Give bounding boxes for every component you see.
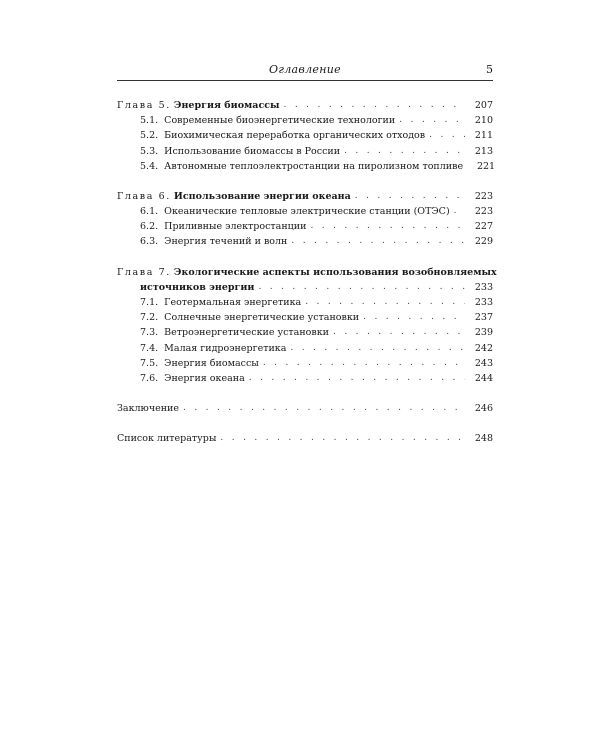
toc-entry[interactable] bbox=[117, 113, 493, 128]
running-title: Оглавление bbox=[269, 63, 341, 76]
toc-entry[interactable] bbox=[117, 235, 493, 250]
toc-entry[interactable] bbox=[117, 204, 493, 219]
leader-dots bbox=[249, 371, 465, 386]
leader-dots bbox=[429, 128, 465, 143]
toc-chapter-5 bbox=[117, 98, 496, 174]
entry-page: 223 bbox=[474, 190, 493, 202]
leader-dots bbox=[220, 431, 465, 446]
toc-entry[interactable] bbox=[117, 371, 493, 386]
section-title: Приливные электростанции bbox=[164, 221, 307, 233]
entry-page: 233 bbox=[474, 297, 493, 309]
section-title: Современные биоэнергетические технологии bbox=[164, 115, 396, 127]
entry-title: Список литературы bbox=[117, 433, 217, 445]
section-title: Океанические тепловые электрические станции (ОТЭС) bbox=[164, 206, 450, 218]
entry-title: Заключение bbox=[117, 403, 180, 415]
leader-dots bbox=[183, 401, 465, 416]
leader-dots bbox=[333, 325, 465, 340]
section-title: Использование биомассы в России bbox=[164, 145, 341, 157]
section-title: Автономные теплоэлектростанции на пиролизном топливе bbox=[164, 160, 464, 172]
entry-page: 243 bbox=[474, 357, 493, 369]
toc-entry[interactable] bbox=[117, 341, 493, 356]
section-number: 7.6. bbox=[140, 372, 159, 384]
section-number: 6.3. bbox=[140, 236, 159, 248]
toc-chapter-6 bbox=[117, 189, 493, 250]
section-title: Солнечные энергетические установки bbox=[164, 312, 360, 324]
chapter-title-line1: Экологические аспекты использования возобновляемых bbox=[173, 266, 497, 278]
section-number: 7.3. bbox=[140, 327, 159, 339]
section-number: 6.2. bbox=[140, 221, 159, 233]
section-number: 7.2. bbox=[140, 312, 159, 324]
section-number: 7.1. bbox=[140, 297, 159, 309]
section-title: Энергия течений и волн bbox=[164, 236, 288, 248]
entry-page: 211 bbox=[474, 130, 493, 142]
entry-page: 248 bbox=[474, 433, 493, 445]
table-of-contents bbox=[117, 98, 497, 462]
leader-dots bbox=[344, 144, 465, 159]
toc-entry[interactable] bbox=[117, 431, 493, 446]
leader-dots bbox=[310, 219, 465, 234]
leader-dots bbox=[399, 113, 465, 128]
toc-entry[interactable] bbox=[117, 144, 493, 159]
toc-entry[interactable] bbox=[117, 401, 493, 416]
section-number: 5.2. bbox=[140, 130, 159, 142]
toc-conclusion bbox=[117, 401, 493, 416]
section-title: Энергия океана bbox=[164, 372, 245, 384]
leader-dots bbox=[454, 204, 465, 219]
chapter-title-line2: источников энергии bbox=[140, 281, 255, 293]
entry-page: 239 bbox=[474, 327, 493, 339]
section-number: 5.1. bbox=[140, 115, 159, 127]
section-number: 7.4. bbox=[140, 342, 159, 354]
entry-page: 223 bbox=[474, 206, 493, 218]
toc-bibliography bbox=[117, 431, 493, 446]
section-title: Малая гидроэнергетика bbox=[164, 342, 287, 354]
running-head bbox=[117, 62, 493, 78]
entry-page: 207 bbox=[474, 99, 493, 111]
section-title: Ветроэнергетические установки bbox=[164, 327, 330, 339]
chapter-prefix: Глава 6. bbox=[117, 190, 171, 202]
page-number: 5 bbox=[486, 63, 493, 76]
toc-entry[interactable] bbox=[117, 356, 493, 371]
entry-page: 210 bbox=[474, 115, 493, 127]
entry-page: 244 bbox=[474, 372, 493, 384]
section-number: 5.3. bbox=[140, 145, 159, 157]
toc-entry[interactable] bbox=[117, 189, 493, 204]
toc-entry[interactable] bbox=[117, 128, 493, 143]
toc-entry[interactable] bbox=[117, 325, 493, 340]
toc-entry[interactable] bbox=[117, 98, 493, 113]
leader-dots bbox=[263, 356, 465, 371]
chapter-title: Использование энергии океана bbox=[173, 190, 351, 202]
toc-entry[interactable] bbox=[117, 310, 493, 325]
entry-page: 221 bbox=[476, 160, 496, 172]
section-title: Энергия биомассы bbox=[164, 357, 259, 369]
section-title: Биохимическая переработка органических отходов bbox=[164, 130, 426, 142]
section-number: 6.1. bbox=[140, 206, 159, 218]
toc-entry[interactable] bbox=[117, 295, 493, 310]
entry-page: 237 bbox=[474, 312, 493, 324]
leader-dots bbox=[290, 341, 465, 356]
entry-page: 229 bbox=[474, 236, 493, 248]
chapter-prefix: Глава 5. bbox=[117, 99, 171, 111]
leader-dots bbox=[258, 280, 465, 295]
entry-page: 233 bbox=[474, 281, 493, 293]
entry-page: 227 bbox=[474, 221, 493, 233]
section-title: Геотермальная энергетика bbox=[164, 297, 302, 309]
chapter-prefix: Глава 7. bbox=[117, 266, 171, 278]
leader-dots bbox=[363, 310, 465, 325]
toc-entry[interactable] bbox=[117, 159, 496, 174]
section-number: 7.5. bbox=[140, 357, 159, 369]
entry-page: 246 bbox=[474, 403, 493, 415]
section-number: 5.4. bbox=[140, 160, 159, 172]
entry-page: 242 bbox=[474, 342, 493, 354]
header-rule bbox=[117, 80, 493, 81]
leader-dots bbox=[355, 189, 465, 204]
leader-dots bbox=[291, 234, 465, 249]
toc-entry[interactable] bbox=[117, 219, 493, 234]
toc-entry[interactable] bbox=[117, 265, 497, 295]
entry-page: 213 bbox=[474, 145, 493, 157]
leader-dots bbox=[284, 98, 465, 113]
toc-chapter-7 bbox=[117, 265, 497, 387]
chapter-title: Энергия биомассы bbox=[173, 99, 280, 111]
leader-dots bbox=[305, 295, 465, 310]
